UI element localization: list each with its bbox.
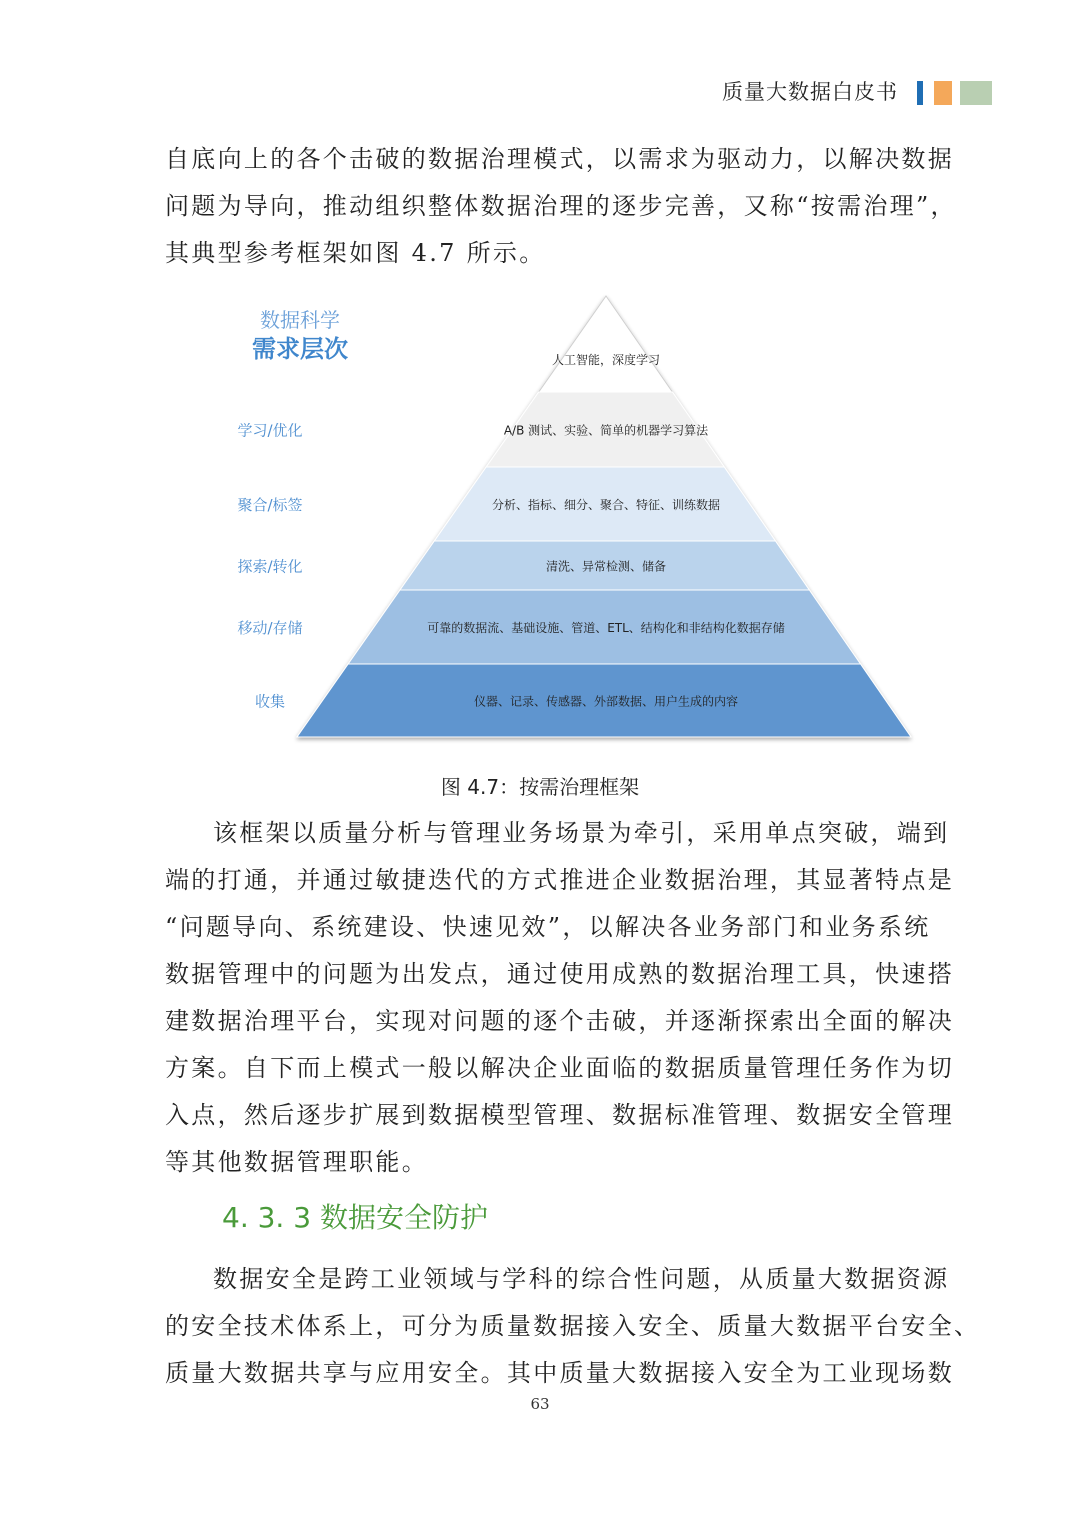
- pyramid-level-label: 移动/存储: [237, 619, 303, 637]
- figure-caption: 图 4.7：按需治理框架: [440, 775, 640, 799]
- pyramid-layer-content: 可靠的数据流、基础设施、管道、ETL、结构化和非结构化数据存储: [427, 621, 785, 635]
- pyramid-layer-content: 人工智能，深度学习: [551, 353, 661, 367]
- paragraph-line: 建数据治理平台，实现对问题的逐个击破，并逐渐探索出全面的解决: [165, 1007, 954, 1035]
- paragraph-line: 数据管理中的问题为出发点，通过使用成熟的数据治理工具，快速搭: [165, 960, 954, 988]
- pyramid-level-label: 收集: [254, 692, 286, 711]
- section-heading: 4. 3. 3 数据安全防护: [222, 1201, 488, 1234]
- pyramid-level-label: 学习/优化: [237, 421, 303, 440]
- paragraph-line: 问题为导向，推动组织整体数据治理的逐步完善，又称“按需治理”，: [165, 192, 957, 220]
- paragraph-line: 端的打通，并通过敏捷迭代的方式推进企业数据治理，其显著特点是: [165, 866, 954, 894]
- paragraph-line: 该框架以质量分析与管理业务场景为牵引，采用单点突破，端到: [213, 819, 950, 847]
- page-number: 63: [530, 1395, 550, 1413]
- figure-title-line2: 需求层次: [252, 335, 348, 363]
- paragraph-line: 入点，然后逐步扩展到数据模型管理、数据标准管理、数据安全管理: [165, 1101, 954, 1129]
- pyramid-level-label: 探索/转化: [237, 557, 303, 576]
- pyramid-layer-content: 清洗、异常检测、储备: [545, 559, 667, 574]
- pyramid-layer-0: [539, 296, 673, 392]
- paragraph-line: “问题导向、系统建设、快速见效”，以解决各业务部门和业务系统: [165, 913, 931, 941]
- paragraph-line: 质量大数据共享与应用安全。其中质量大数据接入安全为工业现场数: [165, 1359, 954, 1387]
- security-paragraph: [165, 1256, 981, 1397]
- framework-paragraph: [165, 810, 954, 1186]
- pyramid-layer-content: 分析、指标、细分、聚合、特征、训练数据: [491, 498, 721, 512]
- running-header-title: 质量大数据白皮书: [722, 80, 898, 104]
- paragraph-line: 其典型参考框架如图 4.7 所示。: [165, 239, 546, 267]
- pyramid-layer-content: 仪器、记录、传感器、外部数据、用户生成的内容: [473, 694, 739, 709]
- paragraph-line: 自底向上的各个击破的数据治理模式，以需求为驱动力，以解决数据: [165, 145, 954, 173]
- pyramid-layer-content: A/B 测试、实验、简单的机器学习算法: [503, 423, 709, 438]
- paragraph-line: 等其他数据管理职能。: [165, 1148, 428, 1176]
- pyramid-level-label: 聚合/标签: [237, 496, 303, 514]
- figure-title-line1: 数据科学: [260, 308, 340, 332]
- paragraph-line: 的安全技术体系上，可分为质量数据接入安全、质量大数据平台安全、: [165, 1312, 981, 1340]
- paragraph-line: 数据安全是跨工业领域与学科的综合性问题，从质量大数据资源: [213, 1265, 950, 1293]
- paragraph-line: 方案。自下而上模式一般以解决企业面临的数据质量管理任务作为切: [165, 1054, 954, 1082]
